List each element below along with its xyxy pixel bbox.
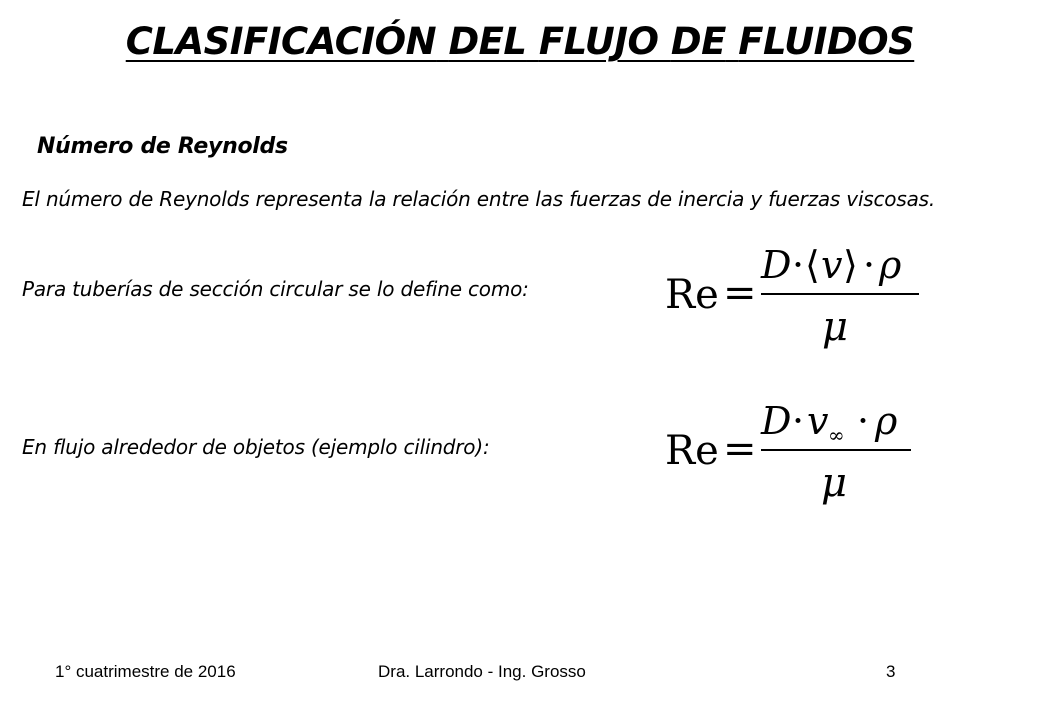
reynolds-formula-pipe [665,236,945,356]
reynolds-formula-object [665,396,945,516]
formula-pipe-velocity: v [821,243,843,287]
formula-object-density: ρ [875,399,898,443]
formula-object-equals: = [723,426,757,472]
formula-pipe-viscosity: μ [822,304,848,350]
formula-pipe-dot-2: · [863,243,876,287]
formula-pipe-bracket-close: ⟩ [843,243,858,287]
formula-object-diameter: D [761,399,792,443]
footer-authors: Dra. Larrondo - Ing. Grosso [378,662,586,681]
title-word-4: DE [670,20,726,63]
formula-object-infinity-subscript: ∞ [828,423,845,447]
formula-object-dot-2: · [857,399,870,443]
around-objects-paragraph: En flujo alrededor de objetos (ejemplo cilindro): [22,435,490,459]
formula-pipe-equals: = [723,270,757,316]
title-word-5: FLUIDOS [738,20,915,63]
formula-pipe-dot-1: · [792,243,805,287]
formula-object-dot-1: · [792,399,805,443]
circular-pipe-paragraph: Para tuberías de sección circular se lo define como: [22,277,529,301]
title-word-3: FLUJO [538,20,659,63]
definition-paragraph: El número de Reynolds representa la relación entre las fuerzas de inercia y fuerzas viscosas. [22,187,936,211]
footer-page-number: 3 [886,662,896,681]
formula-pipe-lhs: Re [665,272,719,318]
formula-object-viscosity: μ [821,460,847,506]
slide-title [0,20,1040,63]
formula-pipe-bracket-open: ⟨ [805,243,820,287]
footer-term: 1° cuatrimestre de 2016 [55,662,236,681]
title-word-1: CLASIFICACIÓN [125,20,437,63]
title-word-2: DEL [448,20,527,63]
formula-object-velocity: v [807,399,829,443]
formula-pipe-density: ρ [879,243,902,287]
section-subtitle: Número de Reynolds [37,134,288,159]
formula-pipe-diameter: D [761,243,792,287]
formula-object-lhs: Re [665,428,719,474]
